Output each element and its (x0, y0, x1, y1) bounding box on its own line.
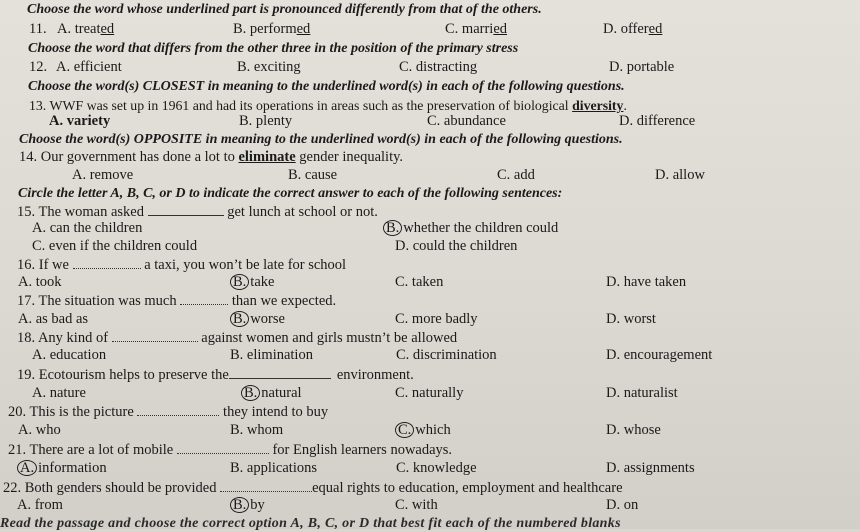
q22-option-a: A. from (17, 497, 63, 513)
question-16-stem: 16. If we a taxi, you won’t be late for school (17, 257, 347, 273)
q15-option-d: D. could the children (395, 238, 518, 254)
q16-option-d: D. have taken (606, 274, 687, 290)
q19-option-c: C. naturally (395, 385, 464, 401)
q20-option-c: C. which (395, 422, 451, 439)
q19-option-b: B. natural (241, 385, 302, 402)
q14-option-b: B. cause (288, 167, 338, 183)
instruction-opposite: Choose the word(s) OPPOSITE in meaning to the underlined word(s) in each of the following questions. (19, 132, 623, 147)
q12-option-b: B. exciting (237, 59, 301, 75)
question-17-stem: 17. The situation was much than we expected. (17, 293, 337, 309)
q19-option-a: A. nature (32, 385, 86, 401)
q17-option-a: A. as bad as (18, 311, 89, 327)
q17-option-b: B. worse (230, 311, 285, 328)
q14-option-c: C. add (497, 167, 535, 183)
q12-number: 12. (29, 59, 48, 75)
question-19-stem: 19. Ecotourism helps to preserve the environment. (17, 367, 414, 383)
q14-option-d: D. allow (655, 167, 705, 183)
q11-option-d: D. offered (603, 21, 663, 37)
q15-option-c: C. even if the children could (32, 238, 198, 254)
question-20-stem: 20. This is the picture they intend to buy (8, 404, 329, 420)
q13-option-d: D. difference (619, 113, 696, 129)
q16-option-a: A. took (18, 274, 62, 290)
q18-option-b: B. elimination (230, 347, 313, 363)
q13-option-a: A. variety (49, 113, 111, 129)
q15-option-b: B. whether the children could (383, 220, 558, 237)
q20-circled-answer: C. (395, 422, 414, 438)
q22-option-b: B. by (230, 497, 265, 514)
q12-option-d: D. portable (609, 59, 675, 75)
q11-option-b: B. performed (233, 21, 311, 37)
q17-option-d: D. worst (606, 311, 656, 327)
q11-option-c: C. married (445, 21, 508, 37)
q15-option-a: A. can the children (32, 220, 143, 236)
question-21-stem: 21. There are a lot of mobile for English learners nowadays. (8, 442, 453, 458)
instruction-closest: Choose the word(s) CLOSEST in meaning to the underlined word(s) in each of the following questions. (28, 79, 625, 94)
q18-option-c: C. discrimination (396, 347, 497, 363)
q20-option-b: B. whom (230, 422, 284, 438)
q19-circled-answer: B. (241, 385, 260, 401)
q19-option-d: D. naturalist (606, 385, 678, 401)
instruction-reading-passage: Read the passage and choose the correct option A, B, C, or D that best fit each of the numbered blanks (0, 516, 621, 531)
q12-option-a: A. efficient (56, 59, 122, 75)
question-18-stem: 18. Any kind of against women and girls mustn’t be allowed (17, 330, 458, 346)
q22-circled-answer: B. (230, 497, 249, 513)
instruction-circle: Circle the letter A, B, C, or D to indicate the correct answer to each of the following sentences: (18, 186, 563, 201)
q17-circled-answer: B. (230, 311, 249, 327)
q11-number: 11. (29, 21, 47, 37)
q16-option-c: C. taken (395, 274, 444, 290)
q18-option-d: D. encouragement (606, 347, 713, 363)
q20-option-d: D. whose (606, 422, 661, 438)
instruction-stress: Choose the word that differs from the other three in the position of the primary stress (28, 41, 519, 56)
q21-option-a: A. information (17, 460, 107, 477)
q21-circled-answer: A. (17, 460, 37, 476)
instruction-pronunciation: Choose the word whose underlined part is pronounced differently from that of the others. (27, 2, 542, 17)
question-14-stem: 14. Our government has done a lot to eliminate gender inequality. (19, 149, 404, 165)
q13-option-c: C. abundance (427, 113, 506, 129)
q11-option-a: A. treated (57, 21, 115, 37)
question-13-stem: 13. WWF was set up in 1961 and had its operations in areas such as the preservation of biological diversity. (29, 98, 627, 113)
q13-option-b: B. plenty (239, 113, 293, 129)
q15-circled-answer: B. (383, 220, 402, 236)
q16-option-b: B. take (230, 274, 274, 291)
q16-circled-answer: B. (230, 274, 249, 290)
q22-option-d: D. on (606, 497, 639, 513)
q21-option-b: B. applications (230, 460, 317, 476)
q21-option-d: D. assignments (606, 460, 695, 476)
q20-option-a: A. who (18, 422, 61, 438)
q14-option-a: A. remove (72, 167, 134, 183)
question-22-stem: 22. Both genders should be provided equal rights to education, employment and healthcare (3, 480, 623, 496)
q21-option-c: C. knowledge (396, 460, 477, 476)
q17-option-c: C. more badly (395, 311, 478, 327)
question-15-stem: 15. The woman asked get lunch at school or not. (17, 204, 378, 220)
q18-option-a: A. education (32, 347, 107, 363)
q12-option-c: C. distracting (399, 59, 478, 75)
q22-option-c: C. with (395, 497, 438, 513)
